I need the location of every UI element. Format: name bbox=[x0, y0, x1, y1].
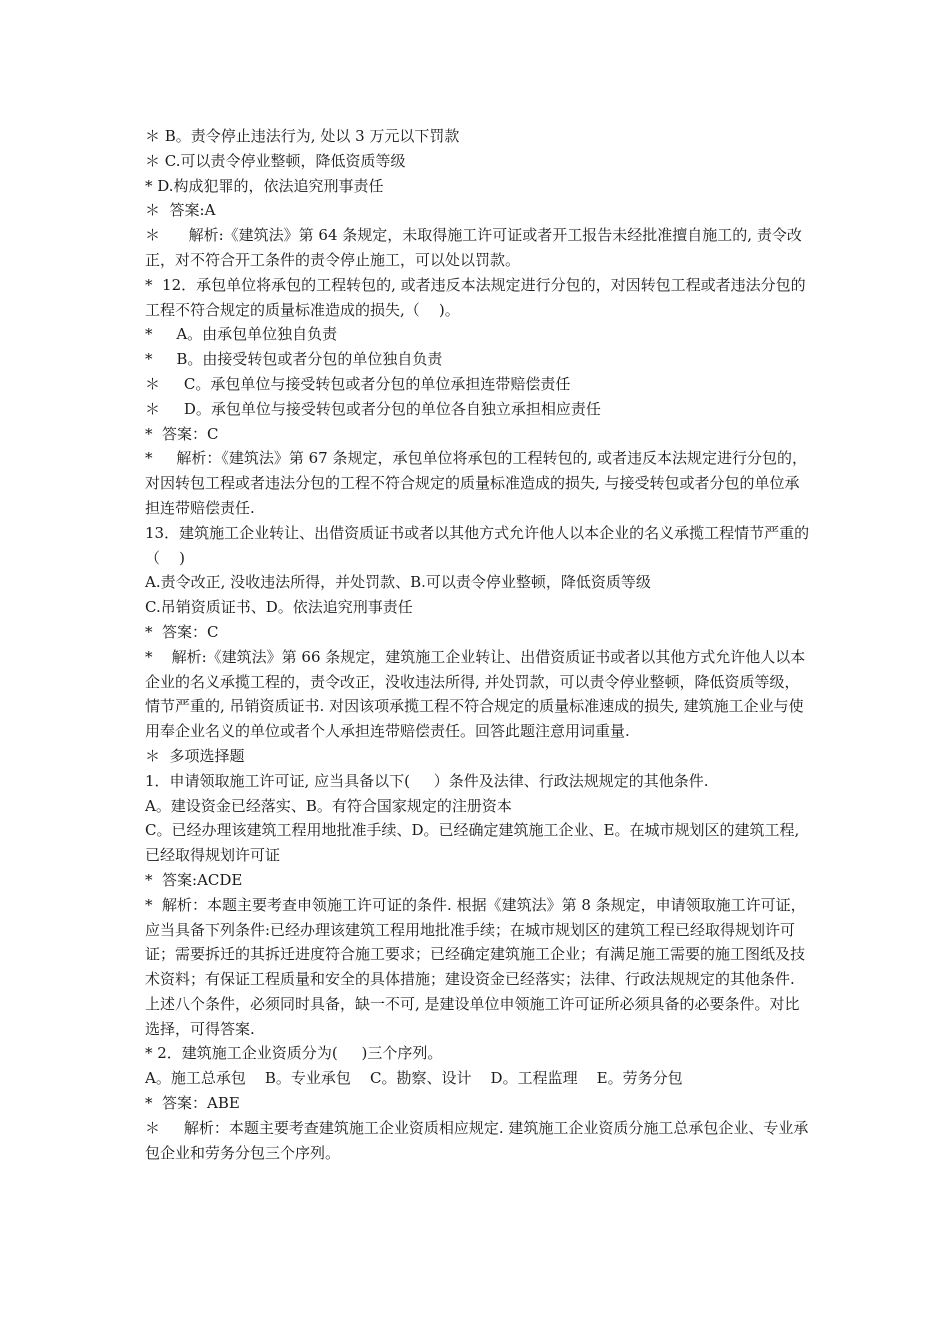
multi-question-1-options-cde: C。已经办理该建筑工程用地批准手续、D。已经确定建筑施工企业、E。在城市规划区的建筑工程, 已经取得规划许可证 bbox=[145, 821, 805, 865]
question-12-option-b: * B。由接受转包或者分包的单位独自负责 bbox=[145, 350, 443, 369]
question-13-options-ab: A.责令改正, 没收违法所得，并处罚款、B.可以责令停业整顿，降低资质等级 bbox=[145, 573, 651, 592]
question-13: 13．建筑施工企业转让、出借资质证书或者以其他方式允许他人以本企业的名义承揽工程情节严重的（ ) bbox=[145, 523, 810, 567]
explanation-paragraph: ＊ 解析:《建筑法》第 64 条规定，未取得施工许可证或者开工报告未经批准擅自施工的, 责令改正，对不符合开工条件的责令停止施工，可以处以罚款。 bbox=[145, 226, 802, 269]
multi-question-2-explanation: ＊ 解析：本题主要考查建筑施工企业资质相应规定. 建筑施工企业资质分施工总承包企业、专业承包企业和劳务分包三个序列。 bbox=[145, 1118, 809, 1162]
question-13-options-cd: C.吊销资质证书、D。依法追究刑事责任 bbox=[145, 598, 413, 617]
multi-question-1-options-ab: A。建设资金已经落实、B。有符合国家规定的注册资本 bbox=[145, 796, 512, 815]
question-12-option-c: ＊ C。承包单位与接受转包或者分包的单位承担连带赔偿责任 bbox=[145, 374, 571, 393]
answer-option-c: ＊ C.可以责令停业整顿，降低资质等级 bbox=[145, 151, 406, 170]
multi-question-2-answer: * 答案：ABE bbox=[145, 1094, 240, 1113]
question-12-explanation: * 解析：《建筑法》第 67 条规定，承包单位将承包的工程转包的, 或者违反本法规定进行分包的，对因转包工程或者违法分包的工程不符合规定的质量标准造成的损失, 与接受转包或者分包的单位承担连带赔偿责任. bbox=[145, 449, 808, 517]
question-12-answer: * 答案：C bbox=[145, 424, 219, 443]
answer-option-d: * D.构成犯罪的，依法追究刑事责任 bbox=[145, 176, 384, 195]
multi-question-1-answer: * 答案:ACDE bbox=[145, 870, 243, 889]
answer-line: ＊ 答案:A bbox=[145, 201, 216, 220]
document-body bbox=[145, 124, 813, 1165]
multi-question-2: * 2．建筑施工企业资质分为( )三个序列。 bbox=[145, 1044, 443, 1063]
multi-question-1-explanation: * 解析：本题主要考查申领施工许可证的条件. 根据《建筑法》第 8 条规定，申请领取施工许可证，应当具备下列条件:已经办理该建筑工程用地批准手续；在城市规划区的建筑工程已经取得规划许可证；需要拆迁的其拆迁进度符合施工要求；已经确定建筑施工企业；有满足施工需要的施工图纸及技术资料；有保证工程质量和安全的具体措施；建设资金已经落实；法律、行政法规规定的其他条件. 上述八个条件，必须同时具备，缺一不可, 是建设单位申领施工许可证所必须具备的必要条件。对比选择，可得答案. bbox=[145, 895, 806, 1038]
question-12: * 12．承包单位将承包的工程转包的, 或者违反本法规定进行分包的，对因转包工程或者违法分包的工程不符合规定的质量标准造成的损失,（ )。 bbox=[145, 275, 806, 319]
question-12-option-d: ＊ D。承包单位与接受转包或者分包的单位各自独立承担相应责任 bbox=[145, 399, 601, 418]
answer-option-b: ＊ B。责令停止违法行为, 处以 3 万元以下罚款 bbox=[145, 127, 460, 145]
question-13-explanation: * 解析:《建筑法》第 66 条规定，建筑施工企业转让、出借资质证书或者以其他方式允许他人以本企业的名义承揽工程的，责令改正，没收违法所得, 并处罚款，可以责令停业整顿，降低资质等级，情节严重的, 吊销资质证书. 对因该项承揽工程不符合规定的质量标准速成的损失, 建筑施工企业与使用奉企业名义的单位或者个人承担连带赔偿责任。回答此题注意用词重量. bbox=[145, 647, 806, 741]
question-12-option-a: * A。由承包单位独自负责 bbox=[145, 325, 338, 344]
multi-question-2-options: A。施工总承包 B。专业承包 C。勘察、设计 D。工程监理 E。劳务分包 bbox=[145, 1069, 683, 1088]
section-heading-multiple-choice: ＊ 多项选择题 bbox=[145, 746, 245, 765]
multi-question-1: 1．申请领取施工许可证, 应当具备以下( ）条件及法律、行政法规规定的其他条件. bbox=[145, 771, 709, 790]
question-13-answer: * 答案：C bbox=[145, 622, 219, 641]
